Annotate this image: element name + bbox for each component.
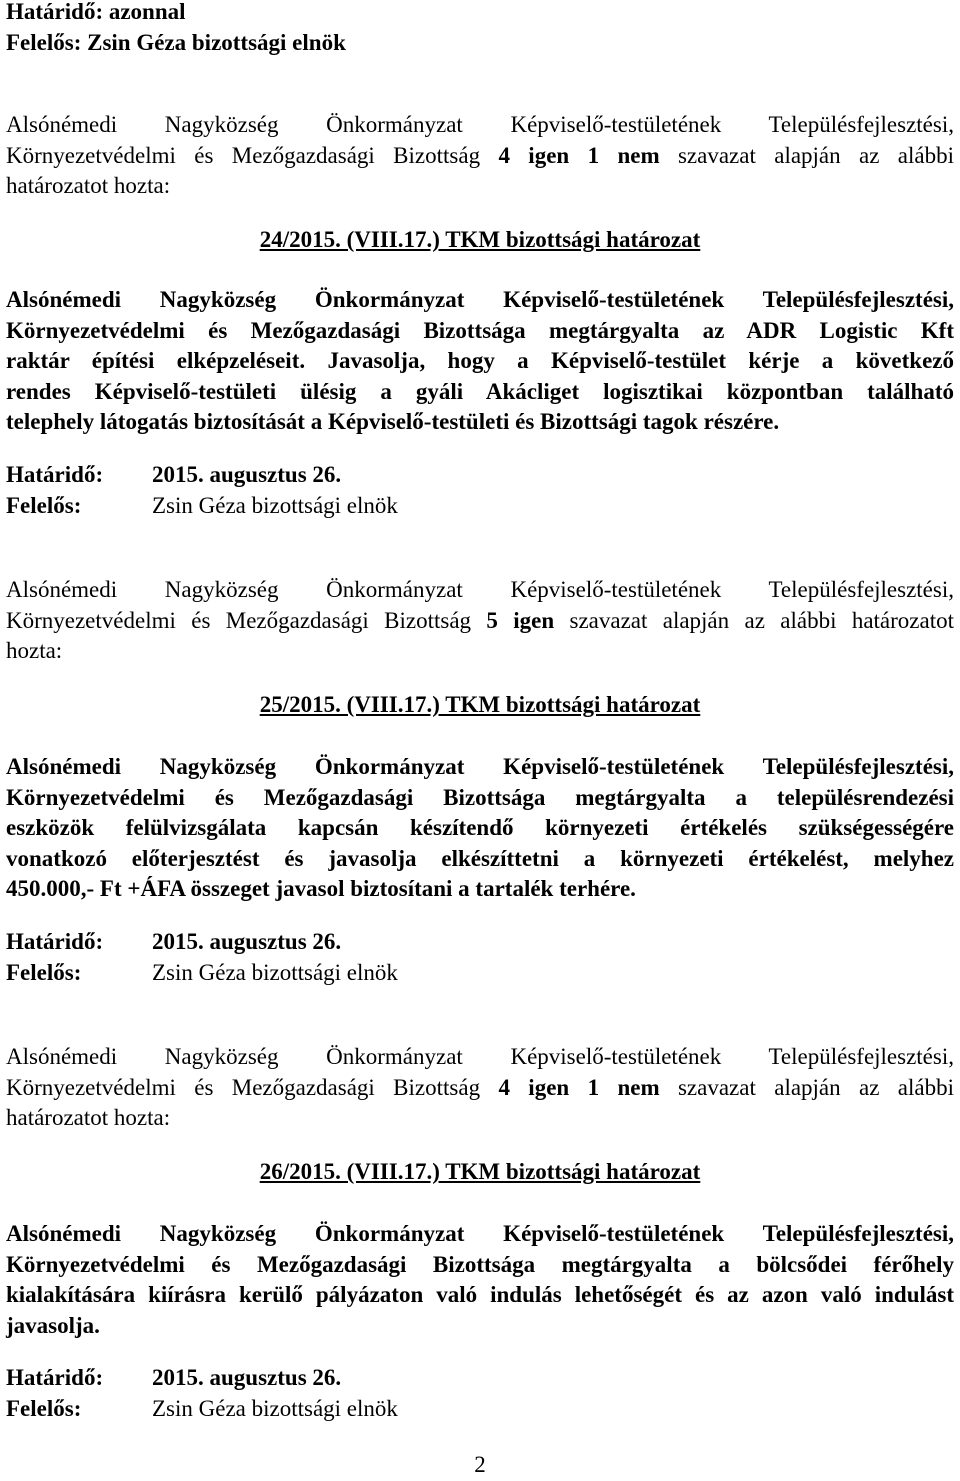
section-1-body [6,285,954,438]
responsible-label: Felelős: [6,959,82,985]
section-2-meta [6,927,954,988]
intro-line-votes: Környezetvédelmi és Mezőgazdasági Bizottság 4 igen 1 nem szavazat alapján az alábbi [6,142,954,168]
intro-line: határozatot hozta: [6,173,171,198]
body-line: rendes Képviselő-testületi ülésig a gyáli Akácliget logisztikai központban található [6,378,954,404]
intro-line: határozatot hozta: [6,1105,171,1130]
body-line: javasolja. [6,1312,100,1338]
body-line: kialakítására kiírásra kerülő pályázaton való indulás lehetőségét és az azon való indulást [6,1282,954,1307]
deadline-label: Határidő: [6,462,104,487]
responsible-value: Zsin Géza bizottsági elnök [152,959,398,985]
intro-line-votes: Környezetvédelmi és Mezőgazdasági Bizottság 5 igen szavazat alapján az alábbi határozatot [6,607,954,633]
section-1-intro [6,110,954,202]
responsible-label: Felelős: [6,492,82,518]
responsible-value: Zsin Géza bizottsági elnök [152,492,398,518]
intro-line: hozta: [6,638,63,663]
vote-count: 4 igen 1 nem [498,1074,660,1100]
body-line: raktár építési elképzeléseit. Javasolja, hogy a Képviselő-testület kérje a következő [6,348,954,373]
section-2-body [6,752,954,905]
deadline-label: Határidő: [6,1365,104,1390]
top-block [6,0,954,58]
deadline-value: 2015. augusztus 26. [152,1365,342,1390]
body-line: 450.000,- Ft +ÁFA összeget javasol biztosítani a tartalék terhére. [6,876,636,901]
resolution-title: 25/2015. (VIII.17.) TKM bizottsági határozat [259,692,701,717]
section-3-title-wrap [6,1157,954,1188]
body-line: Környezetvédelmi és Mezőgazdasági Bizottsága megtárgyalta a bölcsődei férőhely [6,1251,954,1277]
page-number: 2 [474,1452,486,1477]
body-line: Környezetvédelmi és Mezőgazdasági Bizottsága megtárgyalta a településrendezési [6,784,954,810]
body-line: eszközök felülvizsgálata kapcsán készítendő környezeti értékelés szükségességére [6,815,954,840]
body-line: Alsónémedi Nagyközség Önkormányzat Képviselő-testületének Településfejlesztési, [6,754,954,779]
intro-line: Alsónémedi Nagyközség Önkormányzat Képviselő-testületének Településfejlesztési, [6,112,954,137]
section-3-body [6,1219,954,1341]
deadline-value: 2015. augusztus 26. [152,929,342,954]
deadline-value: 2015. augusztus 26. [152,462,342,487]
section-3-intro [6,1042,954,1134]
section-2-intro [6,575,954,667]
deadline-label: Határidő: [6,929,104,954]
body-line: Alsónémedi Nagyközség Önkormányzat Képviselő-testületének Településfejlesztési, [6,1221,954,1246]
section-1-meta [6,460,954,521]
intro-line-votes: Környezetvédelmi és Mezőgazdasági Bizottság 4 igen 1 nem szavazat alapján az alábbi [6,1074,954,1100]
body-line: telephely látogatás biztosítását a Képviselő-testületi és Bizottsági tagok részére. [6,409,780,434]
section-1-title-wrap [6,225,954,256]
body-line: Környezetvédelmi és Mezőgazdasági Bizottsága megtárgyalta az ADR Logistic Kft [6,317,954,343]
responsible-value: Zsin Géza bizottsági elnök [152,1395,398,1421]
section-3-meta [6,1363,954,1424]
responsible-label: Felelős: [6,1395,82,1421]
body-line: vonatkozó előterjesztést és javasolja elkészíttetni a környezeti értékelést, melyhez [6,845,954,871]
resolution-title: 26/2015. (VIII.17.) TKM bizottsági határozat [259,1159,701,1184]
vote-count: 4 igen 1 nem [498,142,660,168]
body-line: Alsónémedi Nagyközség Önkormányzat Képviselő-testületének Településfejlesztési, [6,287,954,312]
top-responsible: Felelős: Zsin Géza bizottsági elnök [6,29,346,55]
intro-line: Alsónémedi Nagyközség Önkormányzat Képviselő-testületének Településfejlesztési, [6,577,954,602]
section-2-title-wrap [6,690,954,721]
top-deadline: Határidő: azonnal [6,0,186,24]
vote-count: 5 igen [486,607,555,633]
intro-line: Alsónémedi Nagyközség Önkormányzat Képviselő-testületének Településfejlesztési, [6,1044,954,1069]
resolution-title: 24/2015. (VIII.17.) TKM bizottsági határozat [259,227,701,252]
